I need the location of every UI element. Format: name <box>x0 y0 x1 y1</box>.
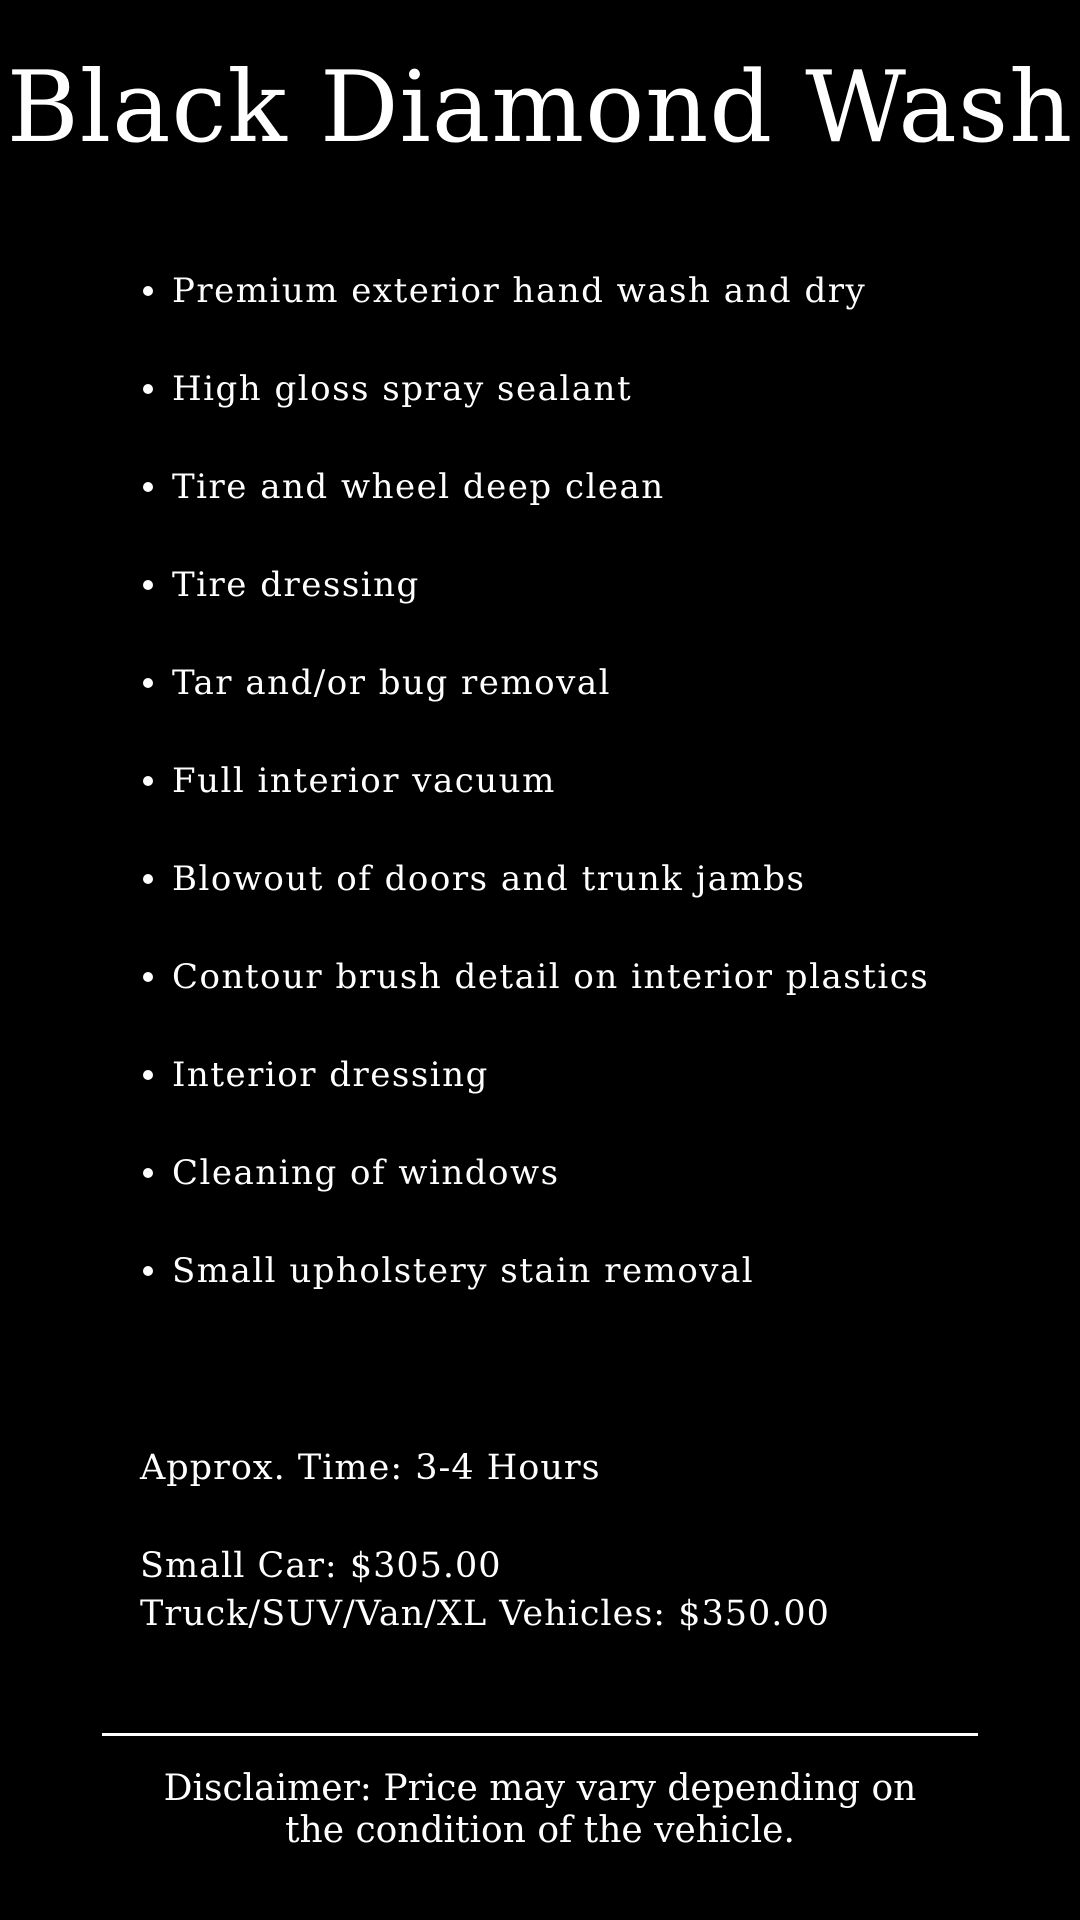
price-large-vehicles: Truck/SUV/Van/XL Vehicles: $350.00 <box>140 1594 830 1634</box>
list-item <box>140 1245 1020 1343</box>
bullet-icon <box>143 776 153 786</box>
feature-text: Blowout of doors and trunk jambs <box>172 859 806 899</box>
approx-time: Approx. Time: 3-4 Hours <box>140 1448 601 1488</box>
bullet-icon <box>143 580 153 590</box>
list-item <box>140 657 1020 755</box>
list-item <box>140 265 1020 363</box>
feature-text: Full interior vacuum <box>172 761 556 801</box>
feature-text: Interior dressing <box>172 1055 489 1095</box>
price-small-car: Small Car: $305.00 <box>140 1546 502 1586</box>
divider <box>102 1733 978 1736</box>
feature-text: Tire and wheel deep clean <box>172 467 665 507</box>
feature-text: Contour brush detail on interior plastics <box>172 957 930 997</box>
bullet-icon <box>143 1266 153 1276</box>
list-item <box>140 853 1020 951</box>
page-title: Black Diamond Wash <box>6 51 1074 165</box>
feature-text: High gloss spray sealant <box>172 369 633 409</box>
feature-text: Cleaning of windows <box>172 1153 560 1193</box>
list-item <box>140 461 1020 559</box>
feature-text: Premium exterior hand wash and dry <box>172 271 867 311</box>
bullet-icon <box>143 678 153 688</box>
list-item <box>140 1147 1020 1245</box>
bullet-icon <box>143 482 153 492</box>
list-item <box>140 755 1020 853</box>
bullet-icon <box>143 286 153 296</box>
feature-text: Small upholstery stain removal <box>172 1251 755 1291</box>
bullet-icon <box>143 1168 153 1178</box>
feature-list <box>140 265 1020 1343</box>
feature-text: Tar and/or bug removal <box>172 663 611 703</box>
list-item <box>140 363 1020 461</box>
bullet-icon <box>143 1070 153 1080</box>
disclaimer: Disclaimer: Price may vary depending on the condition of the vehicle. <box>163 1768 917 1851</box>
bullet-icon <box>143 384 153 394</box>
list-item <box>140 559 1020 657</box>
bullet-icon <box>143 972 153 982</box>
bullet-icon <box>143 874 153 884</box>
list-item <box>140 1049 1020 1147</box>
list-item <box>140 951 1020 1049</box>
feature-text: Tire dressing <box>172 565 420 605</box>
